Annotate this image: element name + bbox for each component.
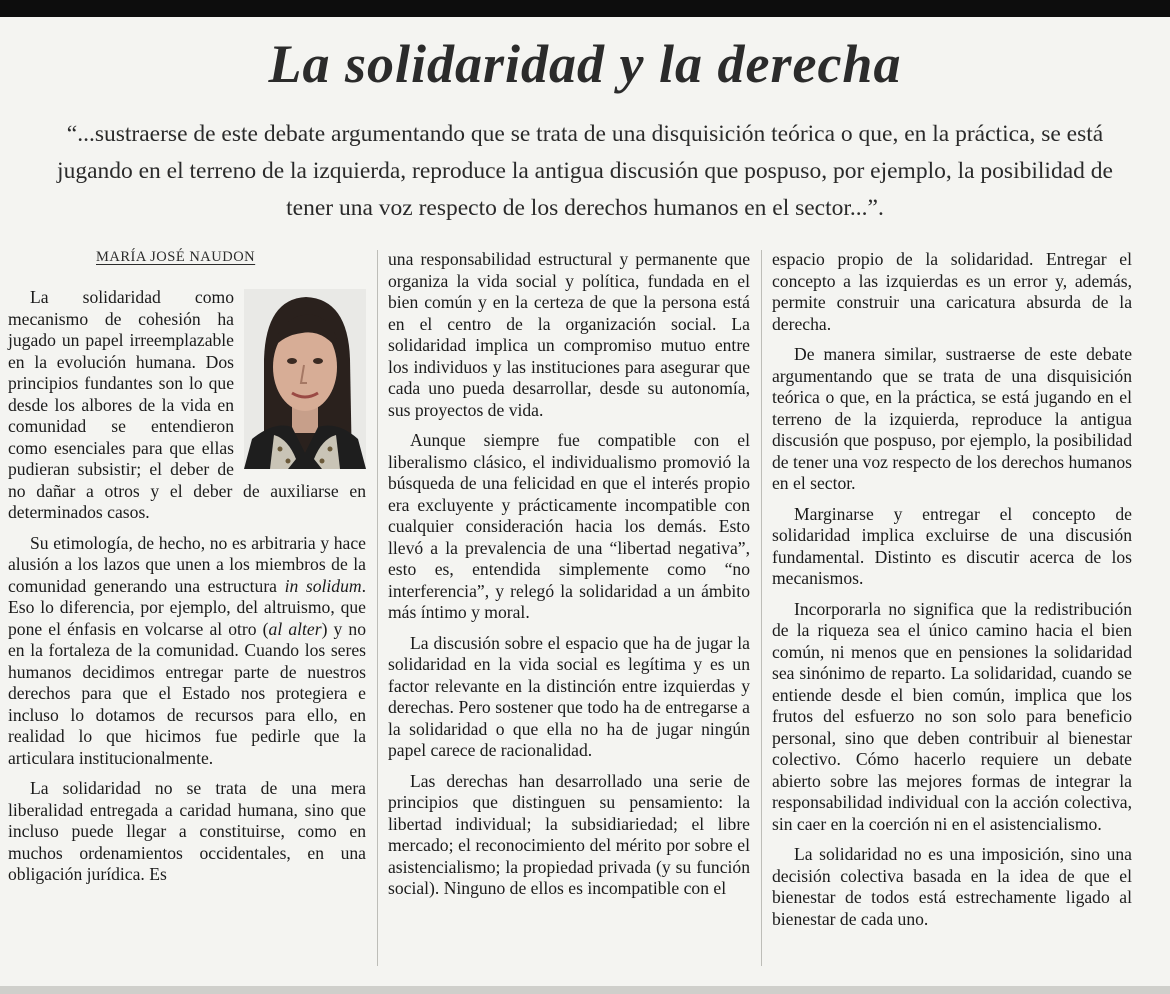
paragraph: De manera similar, sustraerse de este debate argumentando que se trata de una disquisición teórica o que, en la práctica, se está jugando en el terreno de la izquierda, reproduce la antigua discusión que pospuso, por ejemplo, la posibilidad de tener una voz respecto de los derechos humanos en el sector. — [772, 344, 1132, 493]
paragraph: espacio propio de la solidaridad. Entregar el concepto a las izquierdas es un error y, además, permite construir una caricatura absurda de la derecha. — [772, 249, 1132, 334]
paragraph: La discusión sobre el espacio que ha de jugar la solidaridad en la vida social es legítima y es un factor relevante en la distinción entre izquierdas y derechas. Pero sostener que todo ha de entregarse a la solidaridad o que ella no ha de jugar ningún papel carece de racionalidad. — [388, 632, 750, 760]
column-divider — [377, 250, 378, 966]
article-column-3 — [772, 249, 1132, 930]
author-byline: MARÍA JOSÉ NAUDON — [96, 249, 256, 265]
paragraph: Aunque siempre fue compatible con el liberalismo clásico, el individualismo promovió la búsqueda de una felicidad en que el interés propio era excluyente y prácticamente incompatible con cualquier consideración hacia los demás. Esto llevó a la prevalencia de una “libertad negativa”, esto es, entendida simplemente como “no interferencia”, y relegó la solidaridad a un ámbito más íntimo y moral. — [388, 430, 750, 622]
italic-term: al alter — [268, 618, 322, 639]
paragraph: Incorporarla no significa que la redistribución de la riqueza sea el único camino hacia el bien común, ni menos que en pensiones la solidaridad sea sinónimo de reparto. La solidaridad, cuando se entiende desde el bien común, implica que los frutos del esfuerzo no son solo para beneficio personal, sino que deben contribuir al bienestar colectivo. Cómo hacerlo requiere un debate abierto sobre las mejores formas de integrar la responsabilidad individual con la acción colectiva, sin caer en la coerción ni en el asistencialismo. — [772, 598, 1132, 834]
article-column-1 — [8, 248, 366, 886]
article-headline: La solidaridad y la derecha — [268, 34, 902, 94]
paragraph: Marginarse y entregar el concepto de solidaridad implica excluirse de una discusión fundamental. Distinto es discutir acerca de los mecanismos. — [772, 503, 1132, 588]
paragraph: La solidaridad como mecanismo de cohesión ha jugado un papel irreemplazable en la evolución humana. Dos principios fundantes son lo que desde los albores de la vida en comunidad se entendieron como esenciales para que ellas pudieran subsistir; el deber de no dañar a otros y el deber de auxiliarse en determinados casos. — [8, 287, 366, 522]
top-black-bar — [0, 0, 1170, 17]
pull-quote: “...sustraerse de este debate argumentando que se trata de una disquisición teórica o que, en la práctica, se está jugando en el terreno de la izquierda, reproduce la antigua discusión que pospuso, por ejemplo, la posibilidad de tener una voz respecto de los derechos humanos en el sector...”. — [57, 121, 1113, 221]
column-divider — [761, 250, 762, 966]
author-portrait — [244, 289, 366, 469]
paragraph: Las derechas han desarrollado una serie de principios que distinguen su pensamiento: la libertad individual; la subsidiariedad; el libre mercado; el reconocimiento del mérito por sobre el asistencialismo; la propiedad privada (y su función social). Ninguno de ellos es incompatible con el — [388, 770, 750, 898]
article-column-2 — [388, 249, 750, 900]
bottom-border — [0, 986, 1170, 994]
paragraph: una responsabilidad estructural y permanente que organiza la vida social y política, fundada en el bien común y en la certeza de que la persona está en el centro de la organización social. La solidaridad implica un compromiso mutuo entre los individuos y las instituciones para asegurar que cada uno pueda desarrollar, desde su autonomía, sus proyectos de vida. — [388, 249, 750, 420]
paragraph: La solidaridad no se trata de una mera liberalidad entregada a caridad humana, sino que incluso puede llegar a constituirse, como en muchos ordenamientos occidentales, en una obligación jurídica. Es — [8, 778, 366, 884]
paragraph: La solidaridad no es una imposición, sino una decisión colectiva basada en la idea de que el bienestar de todos está estrechamente ligado al bienestar de cada uno. — [772, 844, 1132, 929]
paragraph: Su etimología, de hecho, no es arbitraria y hace alusión a los lazos que unen a los miembros de la comunidad generando una estructura in solidum. Eso lo diferencia, por ejemplo, del altruismo, que pone el énfasis en volcarse al otro (al alter) y no en la fortaleza de la comunidad. Cuando los seres humanos decidimos entregar parte de nuestros derechos para que el Estado nos protegiera e incluso lo dotamos de recursos para ello, en realidad lo que hicimos fue pedirle que la articulara institucionalmente. — [8, 532, 367, 768]
italic-term: in solidum — [284, 575, 362, 596]
